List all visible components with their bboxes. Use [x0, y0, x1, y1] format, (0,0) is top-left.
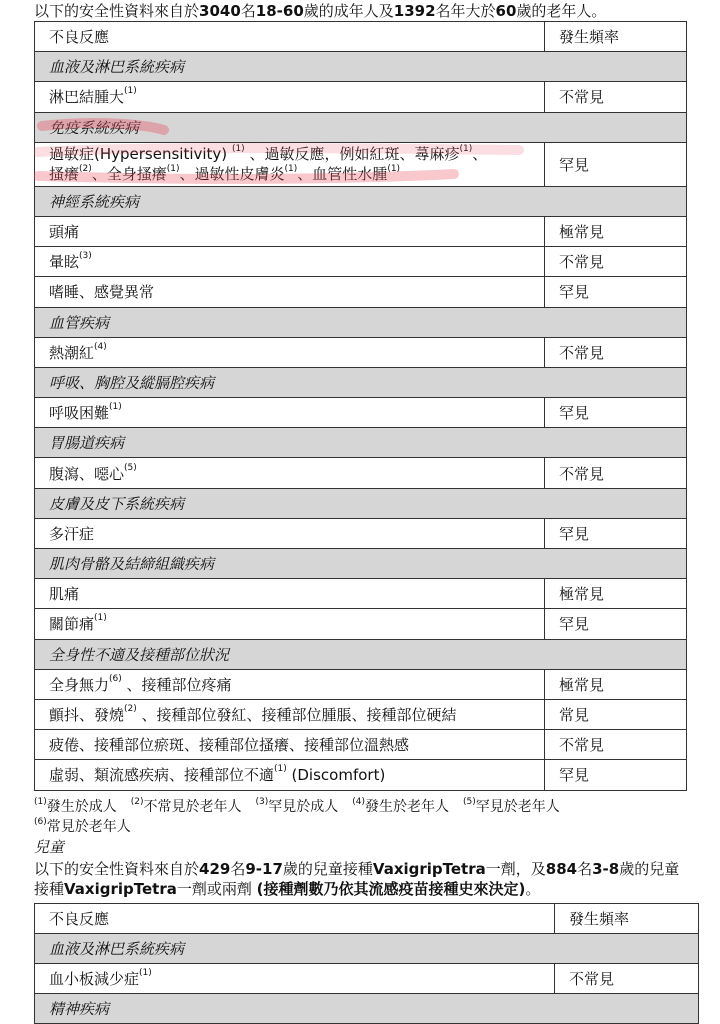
table-row — [35, 730, 687, 760]
footnote-text: 發生於老年人 — [365, 799, 449, 815]
reaction-cell — [35, 699, 545, 729]
intro-text: 名 — [577, 860, 593, 878]
cell-text: 、接種部位發紅、接種部位腫脹、接種部位硬結 — [136, 706, 457, 725]
footnote-item — [34, 819, 131, 835]
footnote-marker: (1) — [34, 797, 47, 807]
footnote-item — [131, 799, 242, 815]
reaction-cell — [35, 398, 545, 428]
category-row — [35, 307, 687, 337]
intro-text: 名 — [230, 860, 246, 878]
cell-text: 、 — [472, 145, 488, 164]
table-row — [35, 699, 687, 729]
frequency-cell: 不常見 — [555, 964, 699, 994]
footnote-marker: (4) — [352, 797, 365, 807]
category-label: 血管疾病 — [35, 307, 687, 337]
intro-product: VaxigripTetra — [64, 880, 177, 898]
table-header-row — [35, 904, 699, 934]
cell-text: 、過敏反應，例如紅斑、蕁麻疹 — [244, 145, 460, 164]
cell-text: 過敏症(Hypersensitivity) — [49, 145, 232, 164]
intro-text: 一劑，及 — [485, 860, 546, 878]
frequency-cell: 罕見 — [545, 518, 687, 548]
category-row — [35, 428, 687, 458]
category-row — [35, 186, 687, 216]
footnote-ref: (2) — [79, 164, 92, 175]
intro-text: 以下的安全性資料來自於 — [34, 2, 200, 20]
cell-text: 搔癢 — [49, 165, 80, 184]
footnote-ref: (1) — [94, 613, 107, 624]
intro-note: (接種劑數乃依其流感疫苗接種史來決定) — [256, 880, 526, 898]
table-row — [35, 142, 687, 186]
footnote-ref: (1) — [387, 164, 401, 175]
column-header-reaction: 不良反應 — [35, 904, 555, 934]
footnote-text: 罕見於老年人 — [475, 799, 560, 815]
footnote-item — [34, 799, 117, 815]
table-row — [35, 247, 687, 277]
footnote-ref: (1) — [109, 402, 122, 413]
frequency-cell: 罕見 — [545, 760, 687, 790]
intro-text: 歲的兒童 — [619, 860, 680, 878]
reaction-cell — [35, 760, 545, 790]
category-label: 胃腸道疾病 — [35, 428, 687, 458]
footnote-ref: (6) — [109, 673, 122, 684]
cell-text: 肌痛 — [49, 585, 80, 604]
column-header-frequency: 發生頻率 — [545, 22, 687, 52]
reaction-cell — [35, 458, 545, 488]
footnote-marker: (3) — [255, 797, 269, 807]
category-row — [35, 367, 687, 397]
cell-text: 呼吸困難 — [49, 404, 110, 423]
frequency-cell: 極常見 — [545, 216, 687, 246]
category-row — [35, 639, 687, 669]
column-header-frequency: 發生頻率 — [555, 904, 699, 934]
reaction-cell — [35, 579, 545, 609]
footnote-ref: (1) — [124, 86, 137, 97]
intro-text: 。 — [525, 880, 541, 898]
intro-text: 接種 — [34, 880, 65, 898]
reaction-cell — [35, 669, 545, 699]
intro-text: 名 — [240, 2, 256, 20]
table-row — [35, 518, 687, 548]
frequency-cell: 極常見 — [545, 579, 687, 609]
frequency-cell: 罕見 — [545, 398, 687, 428]
table-row — [35, 216, 687, 246]
frequency-cell: 不常見 — [545, 337, 687, 367]
cell-text: 關節痛 — [49, 615, 95, 634]
category-row — [35, 488, 687, 518]
cell-text: 、全身搔癢 — [91, 165, 167, 184]
category-label: 血液及淋巴系統疾病 — [35, 52, 687, 82]
cell-text: 顫抖、發燒 — [49, 706, 125, 725]
table-row — [35, 337, 687, 367]
category-label: 皮膚及皮下系統疾病 — [35, 488, 687, 518]
children-intro-1 — [34, 860, 679, 879]
children-section-title: 兒童 — [34, 838, 65, 856]
footnote-marker: (6) — [34, 817, 47, 827]
footnote-ref: (3) — [79, 251, 92, 262]
category-label: 全身性不適及接種部位狀況 — [35, 639, 687, 669]
reaction-cell — [35, 216, 545, 246]
intro-age: 3-8 — [592, 860, 620, 878]
reaction-cell — [35, 964, 555, 994]
reaction-cell — [35, 730, 545, 760]
category-row — [35, 112, 687, 142]
table-row — [35, 760, 687, 790]
frequency-cell: 罕見 — [545, 277, 687, 307]
reaction-cell — [35, 142, 545, 186]
adult-reactions-table — [34, 21, 687, 791]
intro-age: 60 — [495, 2, 517, 20]
cell-text: 全身無力 — [49, 675, 110, 694]
footnotes-line-2 — [34, 817, 145, 837]
reaction-cell — [35, 247, 545, 277]
table-row — [35, 82, 687, 112]
children-intro-2 — [34, 880, 540, 899]
reaction-cell — [35, 518, 545, 548]
footnote-marker: (5) — [463, 797, 476, 807]
footnote-ref: (1) — [139, 968, 152, 978]
intro-age: 18-60 — [255, 2, 304, 20]
cell-text: 虛弱、類流感疾病、接種部位不適 — [49, 766, 275, 785]
footnote-marker: (2) — [130, 797, 144, 807]
footnote-ref: (1) — [231, 144, 245, 155]
intro-text: 名年大於 — [435, 2, 496, 20]
category-label: 血液及淋巴系統疾病 — [35, 934, 699, 964]
table-header-row — [35, 22, 687, 52]
cell-text: 嗜睡、感覺異常 — [49, 283, 155, 302]
reaction-line — [49, 164, 544, 184]
cell-text: 熱潮紅 — [49, 343, 95, 362]
frequency-cell: 不常見 — [545, 247, 687, 277]
footnote-item — [463, 799, 560, 815]
category-label: 肌肉骨骼及結締組織疾病 — [35, 549, 687, 579]
intro-count: 3040 — [199, 2, 241, 20]
footnote-text: 罕見於成人 — [268, 799, 339, 815]
frequency-cell: 不常見 — [545, 730, 687, 760]
cell-text: 、接種部位疼痛 — [121, 675, 232, 694]
frequency-cell: 不常見 — [545, 458, 687, 488]
frequency-cell: 常見 — [545, 699, 687, 729]
table-row — [35, 458, 687, 488]
reaction-cell — [35, 82, 545, 112]
cell-text: 腹瀉、噁心 — [49, 464, 125, 483]
footnote-text: 不常見於老年人 — [143, 799, 242, 815]
cell-text: 多汗症 — [49, 524, 95, 543]
footnote-item — [352, 799, 449, 815]
intro-text: 歲的老年人。 — [516, 2, 607, 20]
table-row — [35, 609, 687, 639]
table-row — [35, 579, 687, 609]
column-header-reaction: 不良反應 — [35, 22, 545, 52]
cell-text: 暈眩 — [49, 253, 80, 272]
reaction-cell — [35, 337, 545, 367]
table-row — [35, 964, 699, 994]
table-row — [35, 398, 687, 428]
footnote-text: 發生於成人 — [46, 799, 117, 815]
reaction-line — [49, 144, 544, 164]
category-row — [35, 994, 699, 1024]
intro-text: 歲的成年人及 — [303, 2, 394, 20]
footnote-ref: (2) — [124, 704, 137, 715]
frequency-cell: 罕見 — [545, 609, 687, 639]
table-row — [35, 277, 687, 307]
cell-text: 、過敏性皮膚炎 — [179, 165, 285, 184]
children-reactions-table — [34, 903, 699, 1024]
intro-count: 1392 — [393, 2, 436, 20]
cell-text: 疲倦、接種部位瘀斑、接種部位搔癢、接種部位溫熱感 — [49, 736, 410, 755]
cell-text: 血小板減少症 — [49, 970, 140, 988]
intro-product: VaxigripTetra — [372, 860, 486, 878]
footnotes-line-1 — [34, 797, 574, 817]
footnote-ref: (5) — [124, 462, 137, 473]
category-label: 精神疾病 — [35, 994, 699, 1024]
category-row — [35, 934, 699, 964]
cell-text: 、血管性水腫 — [297, 165, 388, 184]
footnote-text: 常見於老年人 — [46, 819, 131, 835]
intro-text: 歲的兒童接種 — [282, 860, 373, 878]
category-label: 免疫系統疾病 — [35, 112, 687, 142]
intro-count: 884 — [545, 860, 578, 878]
frequency-cell: 罕見 — [545, 142, 687, 186]
frequency-cell: 不常見 — [545, 82, 687, 112]
footnote-ref: (4) — [94, 341, 107, 352]
cell-text: 頭痛 — [49, 223, 80, 242]
footnote-item — [256, 799, 339, 815]
category-label: 呼吸、胸腔及縱膈腔疾病 — [35, 367, 687, 397]
reaction-cell — [35, 277, 545, 307]
intro-age: 9-17 — [245, 860, 283, 878]
category-row — [35, 549, 687, 579]
table-row — [35, 669, 687, 699]
intro-text: 一劑或兩劑 — [176, 880, 257, 898]
frequency-cell: 極常見 — [545, 669, 687, 699]
footnote-ref: (1) — [284, 164, 298, 175]
category-row — [35, 52, 687, 82]
cell-text: (Discomfort) — [286, 766, 386, 785]
category-label: 神經系統疾病 — [35, 186, 687, 216]
intro-text: 以下的安全性資料來自於 — [34, 860, 200, 878]
footnote-ref: (1) — [459, 144, 473, 155]
footnote-ref: (1) — [166, 164, 180, 175]
intro-count: 429 — [199, 860, 231, 878]
reaction-cell — [35, 609, 545, 639]
cell-text: 淋巴結腫大 — [49, 88, 125, 107]
adult-intro — [34, 2, 606, 21]
footnote-ref: (1) — [274, 764, 287, 775]
